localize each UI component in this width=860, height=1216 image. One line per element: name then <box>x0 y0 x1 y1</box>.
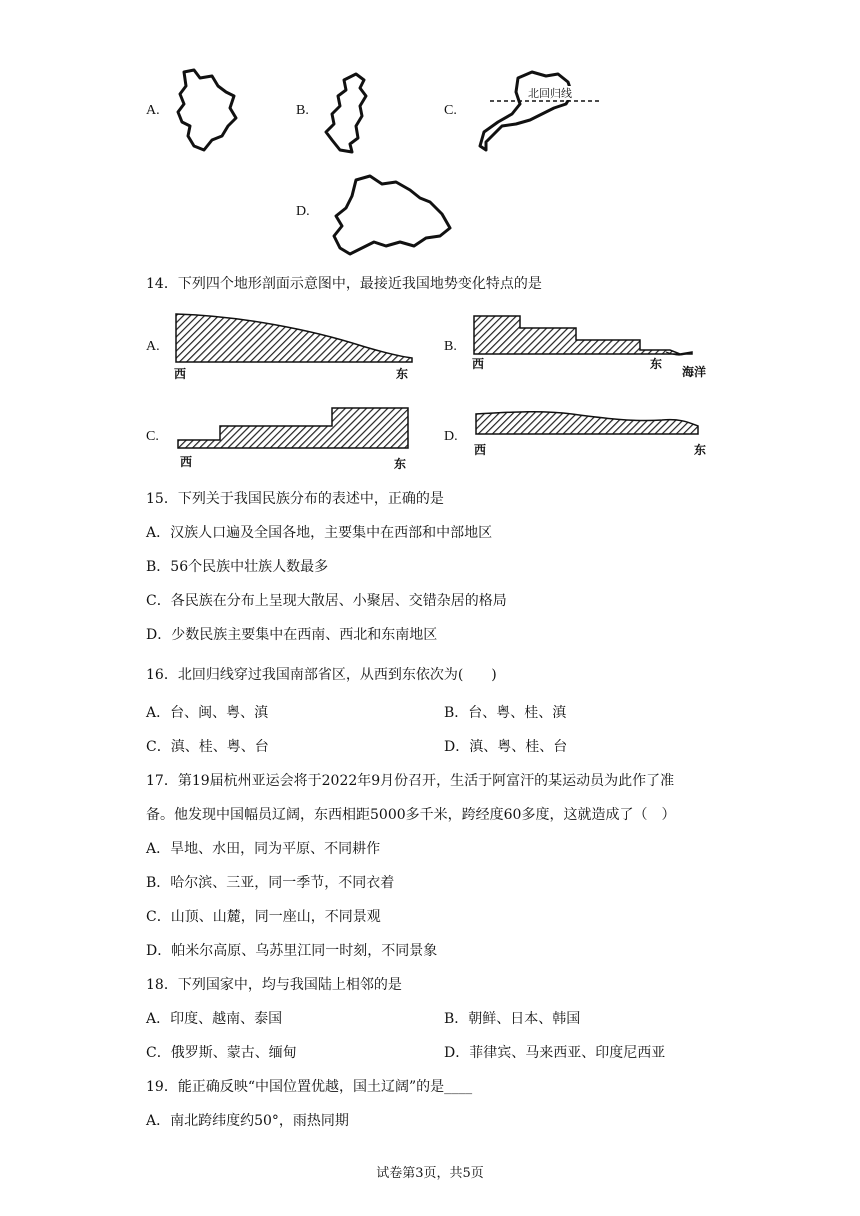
q17-stem-line2: 备。他发现中国幅员辽阔，东西相距5000多千米，跨经度60多度，这就造成了（ ） <box>146 807 676 823</box>
q13-option-c-map <box>476 68 606 158</box>
q17-option-c[interactable]: C．山顶、山麓，同一座山，不同景观 <box>146 909 381 925</box>
q14-option-a-profile <box>172 312 422 382</box>
q14-b-east: 东 <box>650 357 663 371</box>
q14-option-a-label[interactable]: A. <box>146 339 160 354</box>
q16-option-a[interactable]: A．台、闽、粤、滇 <box>146 705 269 721</box>
q14-c-west: 西 <box>180 455 193 469</box>
q13-option-d-map <box>326 172 456 262</box>
tropic-of-cancer-label: 北回归线 <box>528 87 572 100</box>
q13-option-a-label[interactable]: A. <box>146 103 160 118</box>
q13-option-b-map <box>320 70 380 158</box>
q14-option-d-label[interactable]: D. <box>444 429 458 444</box>
q14-b-ocean: 海洋 <box>682 365 707 379</box>
q18-option-b[interactable]: B．朝鲜、日本、韩国 <box>444 1011 581 1027</box>
q15-stem: 15．下列关于我国民族分布的表述中，正确的是 <box>146 491 444 507</box>
page-footer: 试卷第3页，共5页 <box>376 1166 484 1181</box>
q17-option-d[interactable]: D．帕米尔高原、乌苏里江同一时刻，不同景象 <box>146 943 438 959</box>
q16-option-d[interactable]: D．滇、粤、桂、台 <box>444 739 568 755</box>
q17-option-a[interactable]: A．旱地、水田，同为平原、不同耕作 <box>146 841 381 857</box>
q18-stem: 18．下列国家中，均与我国陆上相邻的是 <box>146 977 402 993</box>
q13-option-b-label[interactable]: B. <box>296 103 309 118</box>
q14-option-b-label[interactable]: B. <box>444 339 457 354</box>
q14-d-east: 东 <box>694 443 707 457</box>
q15-option-c[interactable]: C．各民族在分布上呈现大散居、小聚居、交错杂居的格局 <box>146 593 507 609</box>
q13-option-c-label[interactable]: C. <box>444 103 457 118</box>
q18-option-c[interactable]: C．俄罗斯、蒙古、缅甸 <box>146 1045 297 1061</box>
q18-option-a[interactable]: A．印度、越南、泰国 <box>146 1011 283 1027</box>
q19-stem: 19．能正确反映“中国位置优越，国土辽阔”的是____ <box>146 1079 473 1095</box>
q14-c-east: 东 <box>394 457 407 471</box>
q17-option-b[interactable]: B．哈尔滨、三亚，同一季节，不同衣着 <box>146 875 395 891</box>
q15-option-a[interactable]: A．汉族人口遍及全国各地，主要集中在西部和中部地区 <box>146 525 493 541</box>
q14-a-east: 东 <box>396 367 409 381</box>
q17-stem-line1: 17．第19届杭州亚运会将于2022年9月份召开，生活于阿富汗的某运动员为此作了准 <box>146 773 675 789</box>
q14-option-d-profile <box>472 404 722 464</box>
q14-a-west: 西 <box>174 367 187 381</box>
q13-option-d-label[interactable]: D. <box>296 204 310 219</box>
q14-b-west: 西 <box>472 357 485 371</box>
q14-stem: 14．下列四个地形剖面示意图中，最接近我国地势变化特点的是 <box>146 276 542 292</box>
q14-d-west: 西 <box>474 443 487 457</box>
q14-option-b-profile <box>470 312 730 382</box>
q14-option-c-profile <box>172 404 422 474</box>
q18-option-d[interactable]: D．菲律宾、马来西亚、印度尼西亚 <box>444 1045 666 1061</box>
q16-option-c[interactable]: C．滇、桂、粤、台 <box>146 739 269 755</box>
q16-option-b[interactable]: B．台、粤、桂、滇 <box>444 705 567 721</box>
q15-option-d[interactable]: D．少数民族主要集中在西南、西北和东南地区 <box>146 627 438 643</box>
q19-option-a[interactable]: A．南北跨纬度约50°，雨热同期 <box>146 1113 349 1129</box>
q16-stem: 16．北回归线穿过我国南部省区，从西到东依次为( ) <box>146 667 497 683</box>
q14-option-c-label[interactable]: C. <box>146 429 159 444</box>
q13-option-a-map <box>170 66 250 156</box>
q15-option-b[interactable]: B．56个民族中壮族人数最多 <box>146 559 329 575</box>
